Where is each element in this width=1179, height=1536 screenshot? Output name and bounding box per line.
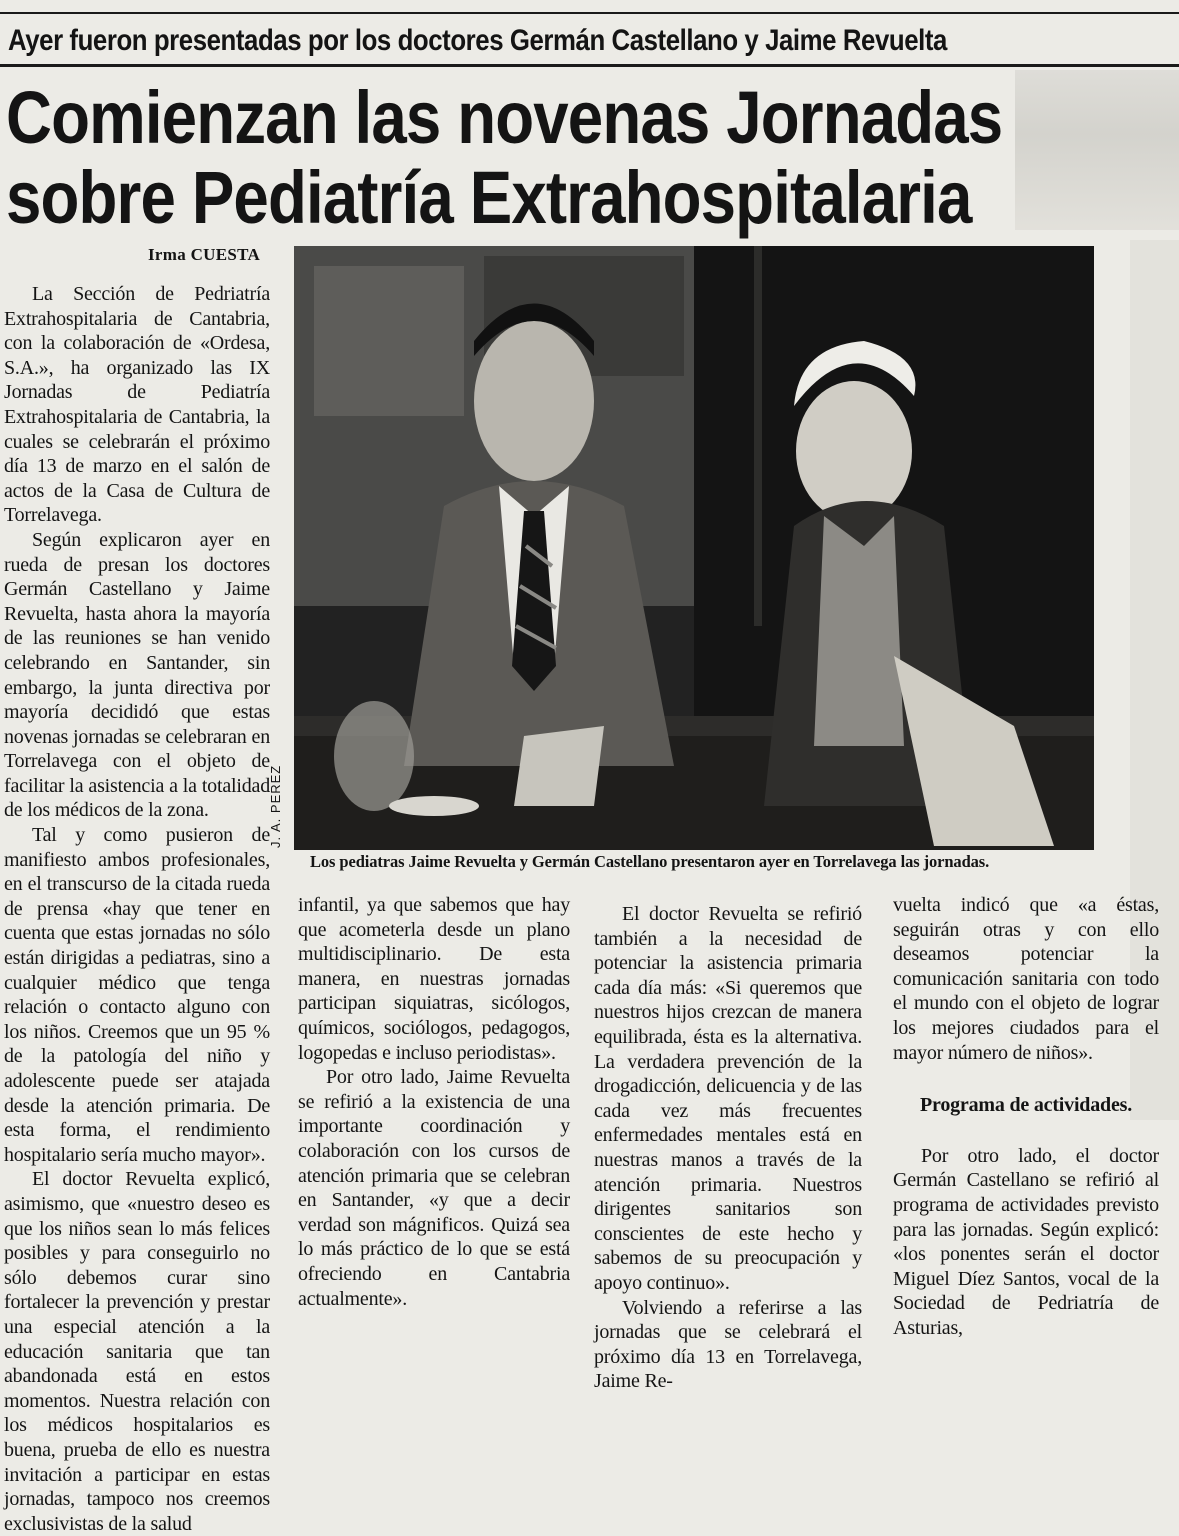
paragraph: vuelta indicó que «a éstas, seguirán otras y con ello deseamos potenciar la comunicación sanitaria con todo el mundo con el objeto de lograr los mejores ciudados para el mayor número de niños». xyxy=(893,894,1159,1064)
headline-line-2: sobre Pediatría Extrahospitalaria xyxy=(6,156,972,239)
paragraph: El doctor Revuelta se refirió también a la necesidad de potenciar la asistencia primaria cada día más: «Si queremos que nuestros hijos crezcan de manera equilibrada, ésta es la alternativa. La verdadera prevención de la drogadicción, delicuencia y de las cada vez más frecuentes enfermedades mentales está en nuestras manos a través de la atención primaria. Nuestros dirigentes sanitarios son conscientes de este hecho y sabemos de su preocupación y apoyo continuo». xyxy=(594,903,862,1294)
text-column-1 xyxy=(4,282,270,1536)
adjacent-article-bleed xyxy=(1015,70,1179,230)
paragraph: El doctor Revuelta explicó, asimismo, que «nuestro deseo es que los niños sean lo más felices posibles y para conseguirlo no sólo debemos curar sino fortalecer la prevención y prestar una especial atención a la educación sanitaria que tan abandonada está en estos momentos. Nuestra relación con los médicos hospitalarios es buena, prueba de ello es nuestra invitación a participar en estas jornadas, tampoco nos creemos exclusivistas de la salud xyxy=(4,1168,270,1535)
byline: Irma CUESTA xyxy=(148,245,261,264)
photo-caption: Los pediatras Jaime Revuelta y Germán Castellano presentaron ayer en Torrelavega las jornadas. xyxy=(310,852,990,871)
paragraph: infantil, ya que sabemos que hay que acometerla desde un plano multidisciplinario. De esta manera, en nuestras jornadas participan siquiatras, sicólogos, químicos, sociólogos, pedagogos, logopedas e incluso periodistas». xyxy=(298,894,570,1064)
paragraph: Volviendo a referirse a las jornadas que se celebrará el próximo día 13 en Torrelavega, Jaime Re- xyxy=(594,1296,862,1393)
headline-line-1: Comienzan las novenas Jornadas xyxy=(6,76,1003,159)
paragraph: La Sección de Pedriatría Extrahospitalaria de Cantabria, con la colaboración de «Ordesa, S.A.», ha organizado las IX Jornadas de Pediatría Extrahospitalaria de Cantabria, la cuales se celebrarán el próximo día 13 de marzo en el salón de actos de la Casa de Cultura de Torrelavega. xyxy=(4,283,270,527)
kicker-rule xyxy=(0,64,1179,67)
paragraph: Por otro lado, Jaime Revuelta se refirió a la existencia de una importante coordinación y colaboración con los cursos de atención primaria que se celebran en Santander, «y que a decir verdad son mágnificos. Quizá sea lo más práctico de lo que se está ofreciendo en Cantabria actualmente». xyxy=(298,1066,570,1310)
paragraph: Tal y como pusieron de manifiesto ambos profesionales, en el transcurso de la citada rueda de prensa «hay que tener en cuenta que estas jornadas no sólo están dirigidas a pediatras, sino a cualquier médico que tenga relación o contacto alguno con los niños. Creemos que un 95 % de la patología del niño y adolescente puede ser atajada desde la atención primaria. De esta forma, el rendimiento hospitalario sería mucho mayor». xyxy=(4,824,270,1166)
paragraph: Por otro lado, el doctor Germán Castellano se refirió al programa de actividades previsto para las jornadas. Según explicó: «los ponentes serán el doctor Miguel Díez Santos, vocal de la Sociedad de Pedriatría de Asturias, xyxy=(893,1144,1159,1339)
photo-credit: J. A. PEREZ xyxy=(268,764,283,848)
paragraph: Según explicaron ayer en rueda de presan los doctores Germán Castellano y Jaime Revuelta, hasta ahora la mayoría de las reuniones se han venido celebrando en Santander, sin embargo, la junta directiva por mayoría decididó que estas novenas jornadas se celebraran en Torrelavega con el objeto de facilitar la asistencia a la totalidad de los médicos de la zona. xyxy=(4,528,270,822)
text-column-3 xyxy=(594,902,862,1394)
text-column-4 xyxy=(893,893,1159,1341)
section-subhead: Programa de actividades. xyxy=(919,1094,1133,1117)
article-photo xyxy=(294,246,1094,850)
top-rule xyxy=(0,12,1179,14)
text-column-2 xyxy=(298,893,570,1311)
article-headline xyxy=(6,78,1038,238)
article-kicker: Ayer fueron presentadas por los doctores Germán Castellano y Jaime Revuelta xyxy=(8,24,947,57)
